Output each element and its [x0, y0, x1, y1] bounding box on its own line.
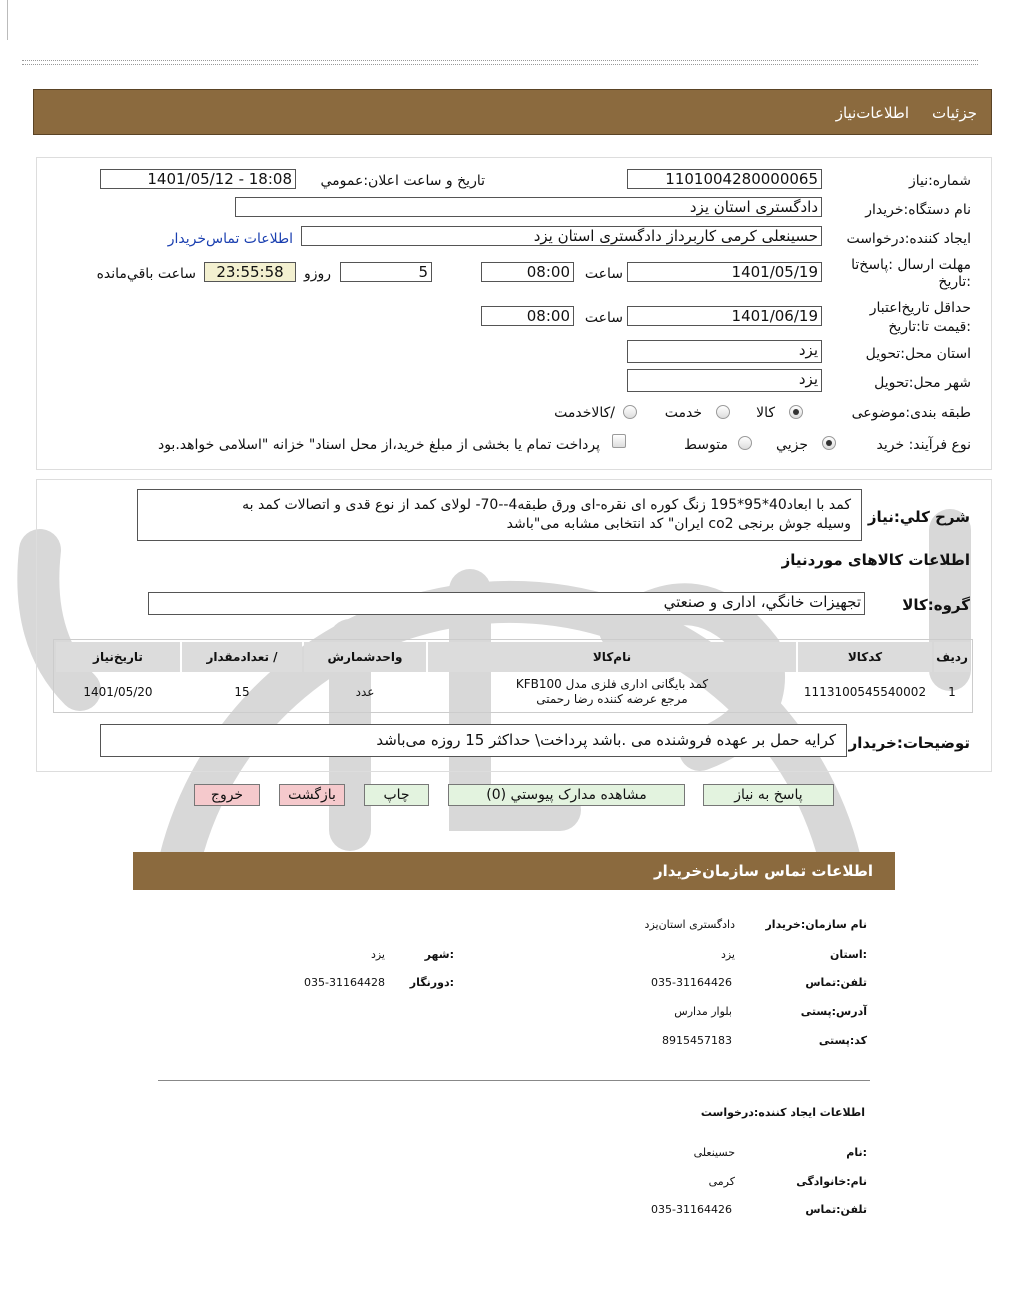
contact-province-value: یزد — [720, 948, 735, 961]
phone-value: 035-31164426 — [651, 976, 732, 989]
need-number-label: شماره:نیاز — [908, 173, 971, 189]
process-partial-radio[interactable] — [822, 436, 836, 450]
creator-family-value: کرمی — [708, 1175, 735, 1188]
row-name — [428, 674, 796, 710]
row-index: 1 — [948, 685, 956, 699]
process-label: نوع فرآیند: خرید — [876, 437, 971, 453]
row-name-line-2: مرجع عرضه کننده رضا رحمتی — [536, 692, 688, 706]
announce-field: 1401/05/12 - 18:08 — [100, 169, 296, 189]
creator-section-title: اطلاعات ایجاد کننده:درخواست — [700, 1106, 865, 1119]
creator-name-label: :نام — [846, 1146, 867, 1159]
row-code: 1113100545540002 — [803, 685, 927, 699]
org-value: دادگستری استان‌یزد — [644, 918, 735, 931]
col-code: کدکالا — [798, 642, 932, 672]
col-qty: / تعدادمقدار — [182, 642, 302, 672]
buyer-notes-label: توضیحات:خریدار — [848, 734, 970, 752]
need-number-field: 1101004280000065 — [627, 169, 822, 189]
province-field: یزد — [627, 340, 822, 363]
city-label: شهر محل:تحویل — [874, 375, 971, 391]
category-service-label: خدمت — [664, 405, 702, 421]
goods-group-field: تجهیزات خانگي، اداری و صنعتي — [148, 592, 865, 615]
contact-city-label: :شهر — [424, 948, 454, 961]
deadline-time-field: 08:00 — [481, 262, 574, 282]
validity-time-field: 08:00 — [481, 306, 574, 326]
category-goods-service-label: /کالاخدمت — [554, 405, 615, 421]
left-rule — [7, 0, 8, 40]
creator-phone-label: تلفن:تماس — [805, 1203, 867, 1216]
description-box — [137, 489, 862, 541]
col-date: تاریخ‌نیاز — [56, 642, 180, 672]
phone-label: تلفن:تماس — [805, 976, 867, 989]
deadline-date-field: 1401/05/19 — [627, 262, 822, 282]
category-service-radio[interactable] — [716, 405, 730, 419]
reply-button[interactable]: پاسخ به نیاز — [703, 784, 834, 806]
col-name: نام‌کالا — [428, 642, 796, 672]
days-field: 5 — [340, 262, 432, 282]
fax-label: :دورنگار — [409, 976, 454, 989]
days-label: روزو — [303, 266, 331, 282]
announce-label: تاریخ و ساعت اعلان:عمومي — [320, 173, 485, 189]
contact-section-title: اطلاعات تماس سازمان‌خریدار — [653, 862, 873, 880]
print-button[interactable]: چاپ — [364, 784, 429, 806]
back-button[interactable]: بازگشت — [279, 784, 345, 806]
deadline-label: مهلت ارسال :پاسخ‌تا — [851, 257, 971, 273]
row-date: 1401/05/20 — [83, 685, 153, 699]
postal-label: کد:پستی — [818, 1034, 867, 1047]
creator-family-label: نام:خانوادگی — [796, 1175, 867, 1188]
province-label: استان محل:تحویل — [865, 346, 971, 362]
category-goods-radio[interactable] — [789, 405, 803, 419]
category-label: طبقه بندی:موضوعی — [851, 405, 971, 421]
remaining-time-field: 23:55:58 — [204, 262, 296, 282]
tab-details[interactable]: جزئیات — [932, 104, 977, 122]
buyer-org-label: نام دستگاه:خریدار — [865, 202, 971, 218]
view-attachments-button[interactable]: مشاهده مدارک پیوستي (0) — [448, 784, 685, 806]
table-row — [56, 674, 970, 710]
buyer-notes-field: کرایه حمل بر عهده فروشنده می .باشد پرداخت\ حداکثر 15 روزه می‌باشد — [100, 724, 847, 757]
description-line-2: وسیله جوش برنجی co2 ایران" کد انتخابی مشابه می"باشد — [506, 516, 851, 532]
address-label: آدرس:پستی — [800, 1005, 867, 1018]
deadline-time-label: ساعت — [584, 266, 623, 282]
validity-label-2: :قیمت تا:تاریخ — [888, 319, 971, 335]
goods-group-label: گروه:کالا — [902, 596, 970, 614]
category-goods-label: کالا — [756, 405, 775, 421]
contact-header-bar — [133, 852, 895, 890]
creator-name-value: حسینعلی — [693, 1146, 735, 1159]
tab-need-info[interactable]: اطلاعات‌نیاز — [835, 104, 909, 122]
col-index: ردیف — [934, 642, 970, 672]
process-medium-radio[interactable] — [738, 436, 752, 450]
deadline-label-2: :تاریخ — [938, 274, 971, 290]
tab-bar — [33, 89, 992, 135]
remaining-label: ساعت باقي‌مانده — [96, 266, 196, 282]
section-divider — [158, 1080, 870, 1081]
col-unit: واحدشمارش — [304, 642, 426, 672]
description-line-1: کمد با ابعاد40*95*195 زنگ کوره ای نقره-ای ورق طبقه4--70- لولای کمد از نوع قدی و اتصالات کمد به — [242, 497, 851, 513]
contact-city-value: یزد — [370, 948, 385, 961]
goods-table — [53, 639, 973, 713]
goods-section-title: اطلاعات کالاهای موردنیاز — [781, 551, 970, 569]
row-unit: عدد — [355, 685, 375, 699]
treasury-payment-checkbox[interactable] — [612, 434, 626, 448]
org-label: نام سازمان:خریدار — [765, 918, 867, 931]
creator-label: ایجاد کننده:درخواست — [846, 231, 971, 247]
buyer-contact-link[interactable]: اطلاعات تماس‌خریدار — [167, 231, 293, 247]
buyer-org-field: دادگستری استان یزد — [235, 197, 822, 217]
process-medium-label: متوسط — [684, 437, 728, 453]
address-value: بلوار مدارس — [674, 1005, 732, 1018]
validity-time-label: ساعت — [584, 310, 623, 326]
postal-value: 8915457183 — [662, 1034, 732, 1047]
row-qty: 15 — [234, 685, 250, 699]
fax-value: 035-31164428 — [304, 976, 385, 989]
process-partial-label: جزیي — [776, 437, 808, 453]
top-divider — [22, 60, 978, 65]
contact-province-label: :استان — [830, 948, 867, 961]
exit-button[interactable]: خروج — [194, 784, 260, 806]
creator-field: حسینعلی کرمی کاربرداز دادگستری استان یزد — [301, 226, 822, 246]
validity-label: حداقل تاریخ‌اعتبار — [869, 300, 971, 316]
creator-phone-value: 035-31164426 — [651, 1203, 732, 1216]
city-field: یزد — [627, 369, 822, 392]
row-name-line-1: کمد بایگانی اداری فلزی مدل KFB100 — [515, 677, 709, 691]
validity-date-field: 1401/06/19 — [627, 306, 822, 326]
treasury-payment-label: پرداخت تمام یا بخشی از مبلغ خرید،از محل اسناد" خزانه "اسلامی خواهد.بود — [157, 437, 600, 453]
goods-table-header — [56, 642, 970, 672]
category-goods-service-radio[interactable] — [623, 405, 637, 419]
description-label: شرح کلي:نیاز — [867, 508, 970, 526]
